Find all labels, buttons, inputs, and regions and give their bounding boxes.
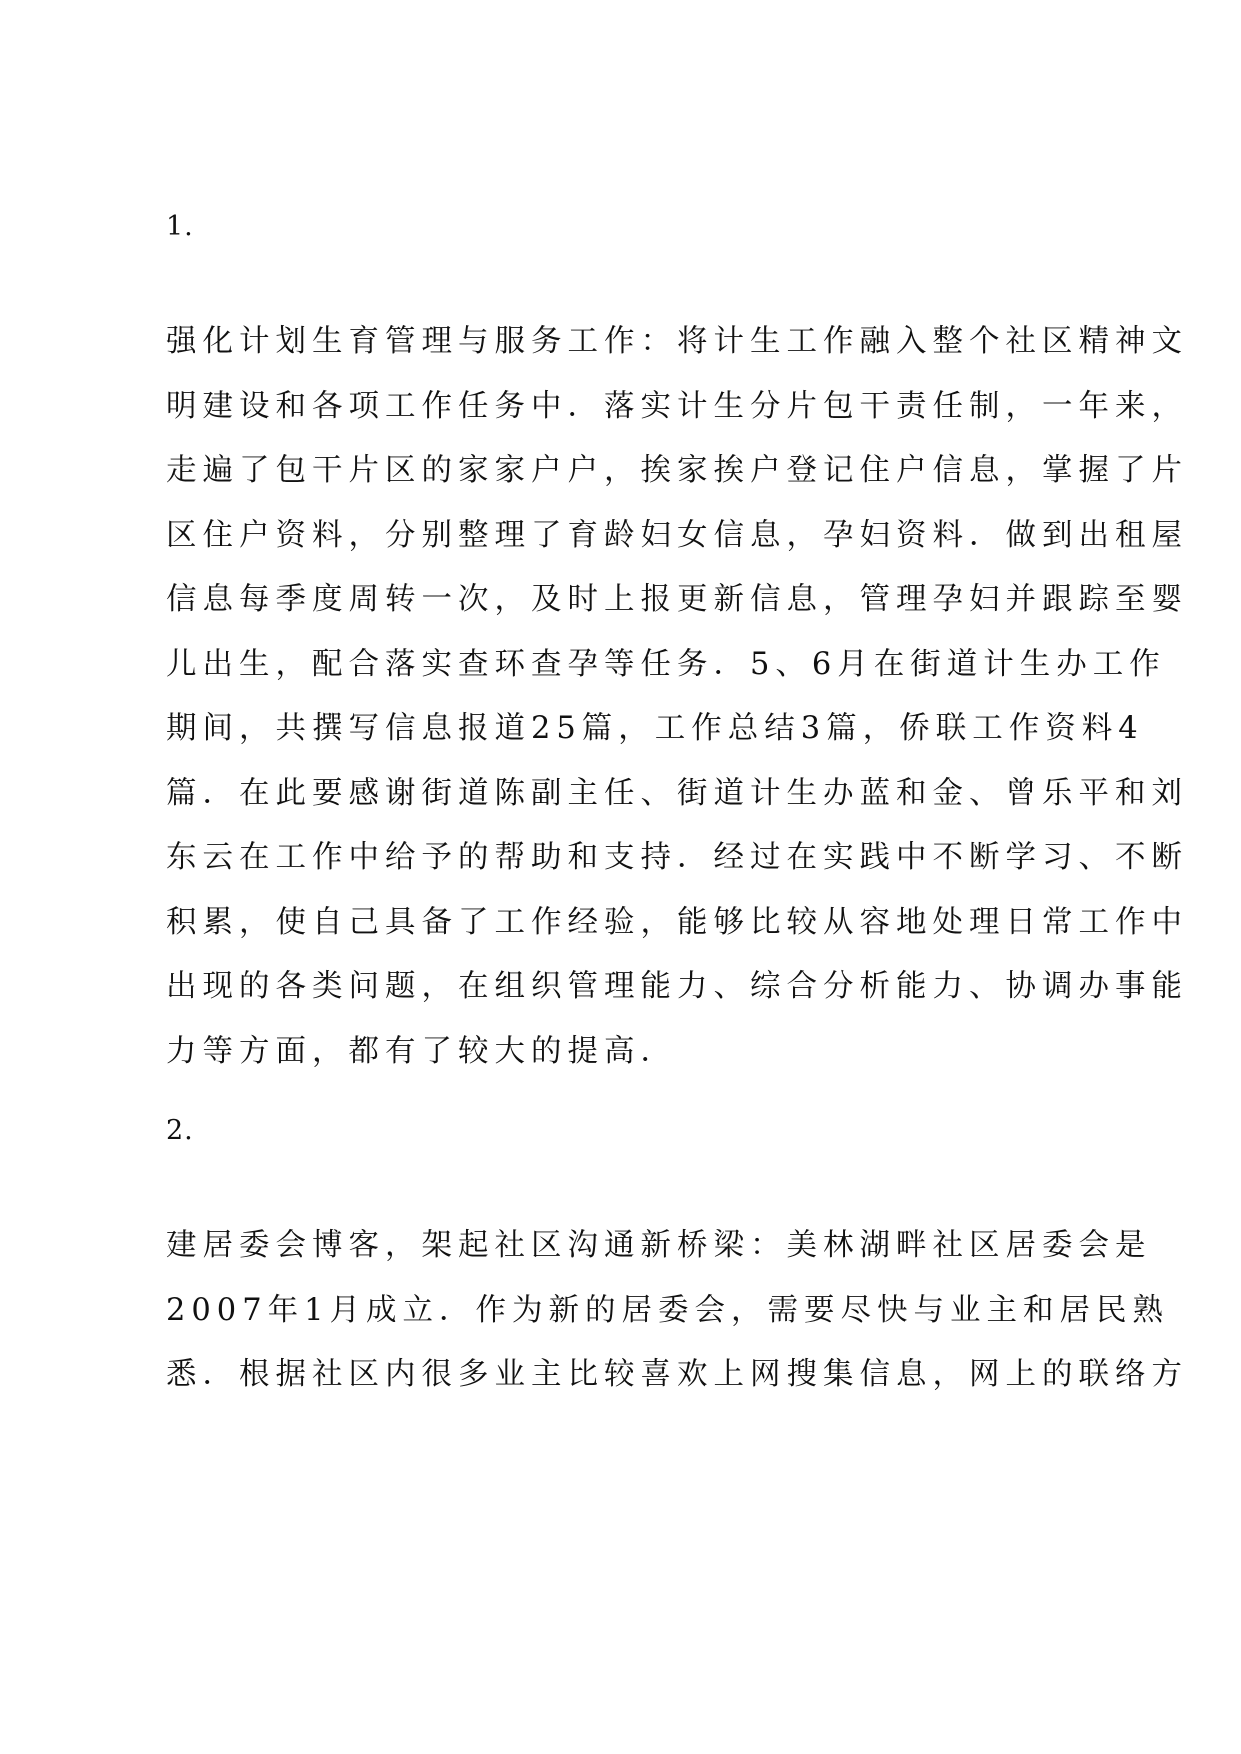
paragraph-line: 期间，共撰写信息报道25篇，工作总结3篇，侨联工作资料4 [166, 711, 1144, 746]
section-number-2: 2. [166, 1115, 194, 1146]
paragraph-line: 区住户资料，分别整理了育龄妇女信息，孕妇资料．做到出租屋 [166, 517, 1188, 553]
paragraph-line: 篇．在此要感谢街道陈副主任、街道计生办蓝和金、曾乐平和刘 [166, 775, 1188, 811]
paragraph-line: 强化计划生育管理与服务工作：将计生工作融入整个社区精神文 [166, 324, 1188, 359]
paragraph-line: 儿出生，配合落实查环查孕等任务．5、6月在街道计生办工作 [166, 646, 1166, 682]
section-paragraph-2 [166, 1214, 1188, 1408]
paragraph-line: 出现的各类问题，在组织管理能力、综合分析能力、协调办事能 [166, 969, 1188, 1004]
paragraph-line: 力等方面，都有了较大的提高． [166, 1033, 677, 1069]
paragraph-line: 2007年1月成立．作为新的居委会，需要尽快与业主和居民熟 [166, 1292, 1170, 1328]
paragraph-line: 东云在工作中给予的帮助和支持．经过在实践中不断学习、不断 [166, 840, 1188, 875]
paragraph-line: 悉．根据社区内很多业主比较喜欢上网搜集信息，网上的联络方 [166, 1357, 1188, 1392]
paragraph-line: 走遍了包干片区的家家户户，挨家挨户登记住户信息，掌握了片 [166, 453, 1188, 488]
paragraph-line: 信息每季度周转一次，及时上报更新信息，管理孕妇并跟踪至婴 [166, 582, 1188, 617]
section-paragraph-1 [166, 310, 1188, 1084]
paragraph-line: 明建设和各项工作任务中．落实计生分片包干责任制，一年来， [166, 388, 1188, 424]
paragraph-line: 建居委会博客，架起社区沟通新桥梁：美林湖畔社区居委会是 [166, 1228, 1152, 1263]
paragraph-line: 积累，使自己具备了工作经验，能够比较从容地处理日常工作中 [166, 904, 1188, 940]
section-number-1: 1. [166, 211, 194, 242]
